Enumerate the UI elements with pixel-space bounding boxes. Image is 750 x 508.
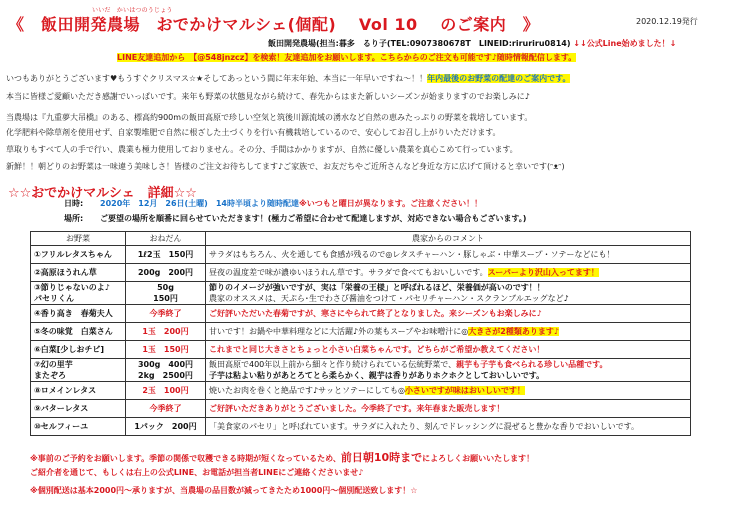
comment-line-1 bbox=[209, 359, 687, 370]
comment-line-2: 農家のオススメは、天ぷら･生でわさび醤油をつけて・パセリチャーハン・スクランブルエッグなど♪ bbox=[209, 294, 569, 303]
footer-note-1c: によろしくお願いいたします！ bbox=[422, 454, 535, 463]
comment-highlight: スーパーより沢山入ってます！ bbox=[487, 268, 599, 277]
comment-text: 昼夜の温度差で味が濃ゆいほうれん草です。サラダで食べてもおいしいです。 bbox=[209, 268, 488, 277]
vegetable-name: ④香り高き 春菊夫人 bbox=[31, 305, 126, 323]
comment-text: 甘いです！お鍋や中華料理などに大活躍♪外の葉もスープやお味噌汁に◎ bbox=[209, 327, 469, 336]
farmer-comment bbox=[206, 264, 691, 282]
footer-note-reservation bbox=[30, 449, 534, 465]
intro-line-3: 当農場は『九重夢大吊橋』のある、標高約900mの飯田高原で珍しい空気と筑後川源流域の湧水など自然の恵みたっぷりの野菜を栽培しています。 bbox=[6, 113, 533, 122]
vegetable-price: 1玉 200円 bbox=[126, 323, 206, 341]
table-header-row bbox=[31, 232, 691, 246]
farmer-comment bbox=[206, 359, 691, 382]
comment-text: 飯田高原で400年以上前から細々と作り続けられている伝統野菜で、 bbox=[209, 360, 457, 369]
date-label: 日時: bbox=[64, 199, 84, 208]
comment-line-1: 節りのイメージが強いですが、実は「栄養の王様」と呼ばれるほど、栄養価が高いのです！！ bbox=[209, 283, 545, 292]
page-title: 《 飯田開発農場 おでかけマルシェ(個配) Vol 10 のご案内 》 bbox=[8, 15, 540, 34]
vegetable-price: 今季終了 bbox=[126, 305, 206, 323]
vegetable-price bbox=[126, 282, 206, 305]
vegetable-name-line-1: ⑦幻の里芋 bbox=[34, 360, 73, 369]
price-line-1: 300g 400円 bbox=[137, 360, 194, 369]
intro-line-1 bbox=[6, 73, 570, 84]
table-row bbox=[31, 282, 691, 305]
header-vegetable: お野菜 bbox=[31, 232, 126, 246]
header-price: おねだん bbox=[126, 232, 206, 246]
issue-date: 2020.12.19発行 bbox=[636, 17, 698, 26]
vegetable-name: ⑤冬の味覚 白菜さん bbox=[31, 323, 126, 341]
table-row bbox=[31, 264, 691, 282]
table-row bbox=[31, 418, 691, 436]
farmer-comment: ご好評いただきありがとうございました。今季終了です。来年春また販売します！ bbox=[206, 400, 691, 418]
table-row bbox=[31, 382, 691, 400]
vegetable-price: 2玉 100円 bbox=[126, 382, 206, 400]
vegetable-name: ①フリルレタスちゃん bbox=[31, 246, 126, 264]
header-comment: 農家からのコメント bbox=[206, 232, 691, 246]
comment-highlight: 小さいですが味はおいしいです！ bbox=[404, 386, 525, 395]
vegetable-name: ⑩セルフィーユ bbox=[31, 418, 126, 436]
comment-text: 焼いたお肉を巻くと絶品です♪サッとソテーにしても◎ bbox=[209, 386, 405, 395]
farmer-comment: ご好評いただいた春菊ですが、寒さにやられて終了となりました。来シーズンもお楽しみに♪ bbox=[206, 305, 691, 323]
farmer-comment: これまでと同じ大きさとちょっと小さい白菜ちゃんです。どちらがご希望か教えてください！ bbox=[206, 341, 691, 359]
line-notice-lead: LINE友達追加から bbox=[117, 53, 194, 62]
farm-contact-info bbox=[268, 38, 676, 49]
vegetable-price: 今季終了 bbox=[126, 400, 206, 418]
vegetable-price: 200g 200円 bbox=[126, 264, 206, 282]
farmer-comment: サラダはもちろん、火を通しても食感が残るので◎レタスチャーハン・豚しゃぶ・中華スープ・ソテーなどにも！ bbox=[206, 246, 691, 264]
title-ruby: いいだ かいはつのうじょう bbox=[92, 7, 173, 14]
vegetable-name bbox=[31, 282, 126, 305]
intro-line-2: 本当に皆様ご愛顧いただき感謝でいっぱいです。来年も野菜の状態見ながら続けて、春先からはまた新しいシーズンが始まりますのでお楽しみに♪ bbox=[6, 92, 530, 101]
vegetable-price: 1ℓ2玉 150円 bbox=[126, 246, 206, 264]
line-id[interactable]: 【@548jnzcz】 bbox=[193, 53, 253, 62]
produce-table bbox=[30, 231, 691, 436]
place-value: ご要望の場所を順番に回らせていただきます！(極力ご希望に合わせて配達しますが、対応できない場合もございます。) bbox=[100, 214, 527, 223]
price-line-2: 150円 bbox=[153, 294, 178, 303]
vegetable-name-line-2: パセリくん bbox=[34, 294, 74, 303]
comment-highlight: 親芋も子芋も食べられる珍しい品種です。 bbox=[456, 360, 608, 369]
date-value: 2020年 12月 26日(土曜) 14時半頃より随時配達 bbox=[100, 199, 299, 208]
official-line-note: ↓↓公式Line始めました！↓ bbox=[573, 39, 677, 48]
price-line-1: 50g bbox=[157, 283, 174, 292]
vegetable-name bbox=[31, 359, 126, 382]
footer-deadline: 前日朝10時まで bbox=[340, 451, 423, 464]
intro-line-5: 草取りもすべて人の手で行い、農業も極力使用しておりません。その分、手間はかかりますが、自然に優しい農業を真心こめて行っています。 bbox=[6, 145, 518, 154]
intro-line-1-text: いつもありがとうございます♥もうすぐクリスマス☆★そしてあっという間に年末年始、本当に一年早いですね〜！！ bbox=[6, 74, 428, 83]
table-row bbox=[31, 305, 691, 323]
vegetable-price bbox=[126, 359, 206, 382]
vegetable-price: 1玉 150円 bbox=[126, 341, 206, 359]
vegetable-name: ⑥白菜[少しおチビ] bbox=[31, 341, 126, 359]
farmer-comment bbox=[206, 382, 691, 400]
footer-note-delivery: ※個別配送は基本2000円〜承りますが、当農場の品目数が減ってきたため1000円〜個別配送致します！☆ bbox=[30, 486, 418, 495]
table-row bbox=[31, 341, 691, 359]
line-notice-text: を検索！友達追加をお願いします。こちらからのご注文も可能です♪随時情報配信します。 bbox=[252, 53, 577, 62]
farm-contact-text: 飯田開発農場(担当:暮多 るり子(TEL:0907380678T LINEID:riruriru0814) bbox=[268, 39, 571, 48]
comment-highlight: 大きさが2種類あります♪ bbox=[468, 327, 559, 336]
vegetable-name: ②高原ほうれん草 bbox=[31, 264, 126, 282]
price-line-2: 2kg 2500円 bbox=[138, 371, 193, 380]
footer-note-1a: ※事前のご予約をお願いします。季節の関係で収穫できる時期が短くなっているため、 bbox=[30, 454, 341, 463]
footer-note-contact: ご紹介者を通じて、もしくは右上の公式LINE、お電話が担当者LINEにご連絡くださいませ♪ bbox=[30, 468, 364, 477]
table-row bbox=[31, 359, 691, 382]
intro-line-1-highlight: 年内最後のお野菜の配達のご案内です。 bbox=[427, 74, 571, 83]
intro-line-4: 化学肥料や除草剤を使用せず、自家製堆肥で自然に根ざした土づくりを行い有機栽培しているので、安心してお召し上がりいただけます。 bbox=[6, 128, 501, 137]
table-row bbox=[31, 400, 691, 418]
vegetable-name: ⑧ロメインレタス bbox=[31, 382, 126, 400]
comment-line-2: 子芋は粘よい粘りがあとろてとら柔らかく、親芋は香りがありホクホクとしておいしいです。 bbox=[209, 371, 545, 380]
line-notice bbox=[117, 52, 576, 63]
table-row bbox=[31, 246, 691, 264]
vegetable-name-line-2: またぞろ bbox=[34, 371, 66, 380]
marche-section-title: ☆☆おでかけマルシェ 詳細☆☆ bbox=[8, 186, 197, 201]
date-note: ※いつもと曜日が異なります。ご注意ください！！ bbox=[298, 199, 483, 208]
farmer-comment bbox=[206, 323, 691, 341]
place-label: 場所: bbox=[64, 214, 84, 223]
farmer-comment: 「美食家のパセリ」と呼ばれています。サラダに入れたり、刻んでドレッシングに混ぜると豊かな香りでおいしいです。 bbox=[206, 418, 691, 436]
vegetable-name-line-1: ③節りじゃないのよ♪ bbox=[34, 283, 110, 292]
vegetable-price: 1パック 200円 bbox=[126, 418, 206, 436]
table-row bbox=[31, 323, 691, 341]
farmer-comment bbox=[206, 282, 691, 305]
intro-line-6: 新鮮！！朝どりのお野菜は一味違う美味しさ！皆様のご注文お待ちしてます♪ご家族で、お友だちやご近所さんなど身近な方に広げて頂けると幸いです(ᵔᴥᵔ) bbox=[6, 162, 565, 171]
date-line bbox=[100, 198, 482, 209]
vegetable-name: ⑨バターレタス bbox=[31, 400, 126, 418]
